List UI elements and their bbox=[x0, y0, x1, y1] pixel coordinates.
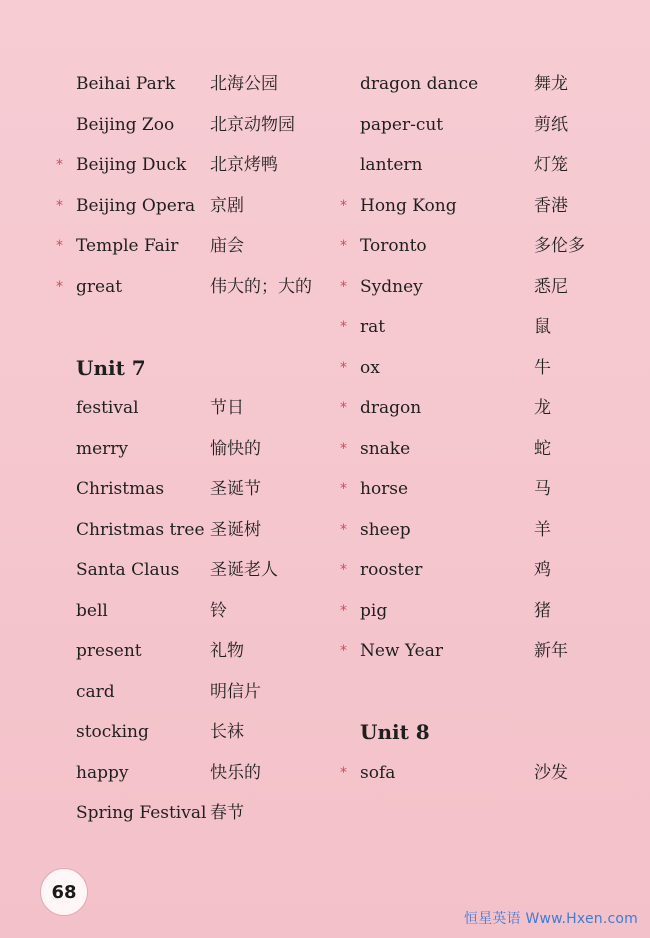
vocab-row bbox=[340, 595, 630, 636]
chinese-translation: 龙 bbox=[534, 398, 551, 418]
chinese-translation: 鸡 bbox=[534, 560, 551, 580]
vocab-row bbox=[340, 554, 630, 595]
vocab-row bbox=[340, 514, 630, 555]
chinese-translation: 香港 bbox=[534, 195, 568, 216]
star-marker-icon: * bbox=[56, 197, 63, 214]
english-word: New Year bbox=[360, 641, 443, 661]
left-vocab-column bbox=[56, 68, 346, 838]
english-word: rat bbox=[360, 317, 386, 337]
english-word: horse bbox=[360, 479, 409, 499]
star-marker-icon: * bbox=[340, 238, 347, 254]
english-word: Christmas tree bbox=[76, 519, 205, 540]
vocab-row bbox=[340, 230, 630, 271]
english-word: Beijing Duck bbox=[76, 155, 187, 175]
english-word: lantern bbox=[360, 155, 423, 175]
unit-heading: Unit 7 bbox=[76, 355, 146, 380]
left-spacer-row bbox=[56, 311, 346, 352]
english-word: Sydney bbox=[360, 276, 423, 297]
chinese-translation: 北京烤鸭 bbox=[210, 155, 278, 175]
vocab-row bbox=[56, 473, 346, 514]
star-marker-icon: * bbox=[340, 440, 347, 457]
english-word: festival bbox=[76, 398, 139, 418]
vocab-row bbox=[56, 676, 346, 717]
english-word: bell bbox=[76, 600, 108, 621]
chinese-translation: 铃 bbox=[210, 600, 227, 621]
chinese-translation: 圣诞树 bbox=[210, 519, 261, 540]
vocab-row bbox=[340, 190, 630, 231]
vocab-row bbox=[56, 190, 346, 231]
star-marker-icon: * bbox=[340, 562, 347, 578]
left-rows-after bbox=[56, 392, 346, 838]
english-word: Spring Festival bbox=[76, 803, 207, 823]
star-marker-icon: * bbox=[340, 319, 347, 335]
chinese-translation: 悉尼 bbox=[534, 276, 568, 297]
vocab-row bbox=[56, 149, 346, 190]
chinese-translation: 京剧 bbox=[210, 195, 244, 216]
page-number: 68 bbox=[51, 881, 77, 903]
vocab-row bbox=[56, 230, 346, 271]
vocab-row bbox=[340, 635, 630, 676]
unit-heading: Unit 8 bbox=[360, 720, 430, 744]
english-word: Temple Fair bbox=[76, 236, 179, 256]
english-word: happy bbox=[76, 762, 129, 783]
site-watermark: 恒星英语 Www.Hxen.com bbox=[464, 911, 638, 927]
english-word: merry bbox=[76, 438, 129, 459]
chinese-translation: 舞龙 bbox=[534, 74, 568, 94]
english-word: dragon dance bbox=[360, 74, 479, 94]
chinese-translation: 节日 bbox=[210, 398, 244, 418]
chinese-translation: 礼物 bbox=[210, 641, 244, 661]
right-rows-after bbox=[340, 757, 630, 798]
chinese-translation: 庙会 bbox=[210, 236, 244, 256]
chinese-translation: 蛇 bbox=[534, 438, 551, 459]
vocab-row bbox=[340, 109, 630, 150]
star-marker-icon: * bbox=[56, 157, 63, 173]
chinese-translation: 马 bbox=[534, 479, 551, 499]
chinese-translation: 猪 bbox=[534, 600, 551, 621]
vocab-row bbox=[56, 797, 346, 838]
english-word: Beihai Park bbox=[76, 74, 176, 94]
english-word: pig bbox=[360, 600, 388, 621]
chinese-translation: 北海公园 bbox=[210, 74, 278, 94]
star-marker-icon: * bbox=[340, 278, 347, 295]
english-word: card bbox=[76, 681, 115, 702]
english-word: rooster bbox=[360, 560, 423, 580]
english-word: paper-cut bbox=[360, 114, 444, 135]
chinese-translation: 牛 bbox=[534, 357, 551, 378]
vocab-row bbox=[340, 352, 630, 393]
chinese-translation: 愉快的 bbox=[210, 438, 261, 459]
vocab-row bbox=[56, 68, 346, 109]
right-rows-before bbox=[340, 68, 630, 676]
star-marker-icon: * bbox=[340, 602, 347, 619]
star-marker-icon: * bbox=[340, 359, 347, 376]
vocab-row bbox=[56, 595, 346, 636]
chinese-translation: 北京动物园 bbox=[210, 114, 295, 135]
vocab-row bbox=[56, 392, 346, 433]
vocab-row bbox=[340, 433, 630, 474]
chinese-translation: 春节 bbox=[210, 803, 244, 823]
english-word: snake bbox=[360, 438, 411, 459]
english-word: present bbox=[76, 641, 142, 661]
vocab-row bbox=[340, 473, 630, 514]
english-word: Beijing Zoo bbox=[76, 114, 175, 135]
chinese-translation: 圣诞老人 bbox=[210, 560, 278, 580]
english-word: Santa Claus bbox=[76, 560, 180, 580]
english-word: Christmas bbox=[76, 479, 165, 499]
right-vocab-column bbox=[340, 68, 630, 797]
vocab-row bbox=[56, 433, 346, 474]
english-word: dragon bbox=[360, 398, 422, 418]
vocab-row bbox=[340, 757, 630, 798]
vocab-row bbox=[340, 392, 630, 433]
chinese-translation: 伟大的；大的 bbox=[210, 276, 312, 297]
vocab-row bbox=[340, 68, 630, 109]
chinese-translation: 新年 bbox=[534, 641, 568, 661]
vocab-row bbox=[56, 757, 346, 798]
vocab-row bbox=[56, 109, 346, 150]
vocab-row bbox=[340, 311, 630, 352]
chinese-translation: 多伦多 bbox=[534, 236, 585, 256]
english-word: Beijing Opera bbox=[76, 195, 196, 216]
star-marker-icon: * bbox=[340, 400, 347, 416]
chinese-translation: 沙发 bbox=[534, 762, 568, 783]
vocab-row bbox=[56, 716, 346, 757]
english-word: sofa bbox=[360, 762, 396, 783]
chinese-translation: 羊 bbox=[534, 519, 551, 540]
english-word: ox bbox=[360, 357, 380, 378]
chinese-translation: 快乐的 bbox=[210, 762, 261, 783]
vocab-row bbox=[56, 514, 346, 555]
star-marker-icon: * bbox=[56, 238, 63, 254]
star-marker-icon: * bbox=[340, 521, 347, 538]
chinese-translation: 圣诞节 bbox=[210, 479, 261, 499]
chinese-translation: 明信片 bbox=[210, 681, 261, 702]
english-word: sheep bbox=[360, 519, 411, 540]
vocab-row bbox=[340, 149, 630, 190]
chinese-translation: 鼠 bbox=[534, 317, 551, 337]
chinese-translation: 灯笼 bbox=[534, 155, 568, 175]
left-rows-before bbox=[56, 68, 346, 311]
vocab-row bbox=[56, 271, 346, 312]
english-word: stocking bbox=[76, 722, 149, 742]
star-marker-icon: * bbox=[340, 643, 347, 659]
page-number-badge bbox=[40, 868, 88, 916]
vocab-row bbox=[56, 635, 346, 676]
vocab-row bbox=[56, 554, 346, 595]
star-marker-icon: * bbox=[56, 278, 63, 295]
star-marker-icon: * bbox=[340, 197, 347, 214]
chinese-translation: 剪纸 bbox=[534, 114, 568, 135]
english-word: Toronto bbox=[360, 236, 427, 256]
star-marker-icon: * bbox=[340, 481, 347, 497]
english-word: Hong Kong bbox=[360, 195, 457, 216]
english-word: great bbox=[76, 276, 123, 297]
star-marker-icon: * bbox=[340, 764, 347, 781]
right-spacer-row bbox=[340, 676, 630, 717]
vocab-row bbox=[340, 271, 630, 312]
chinese-translation: 长袜 bbox=[210, 722, 244, 742]
